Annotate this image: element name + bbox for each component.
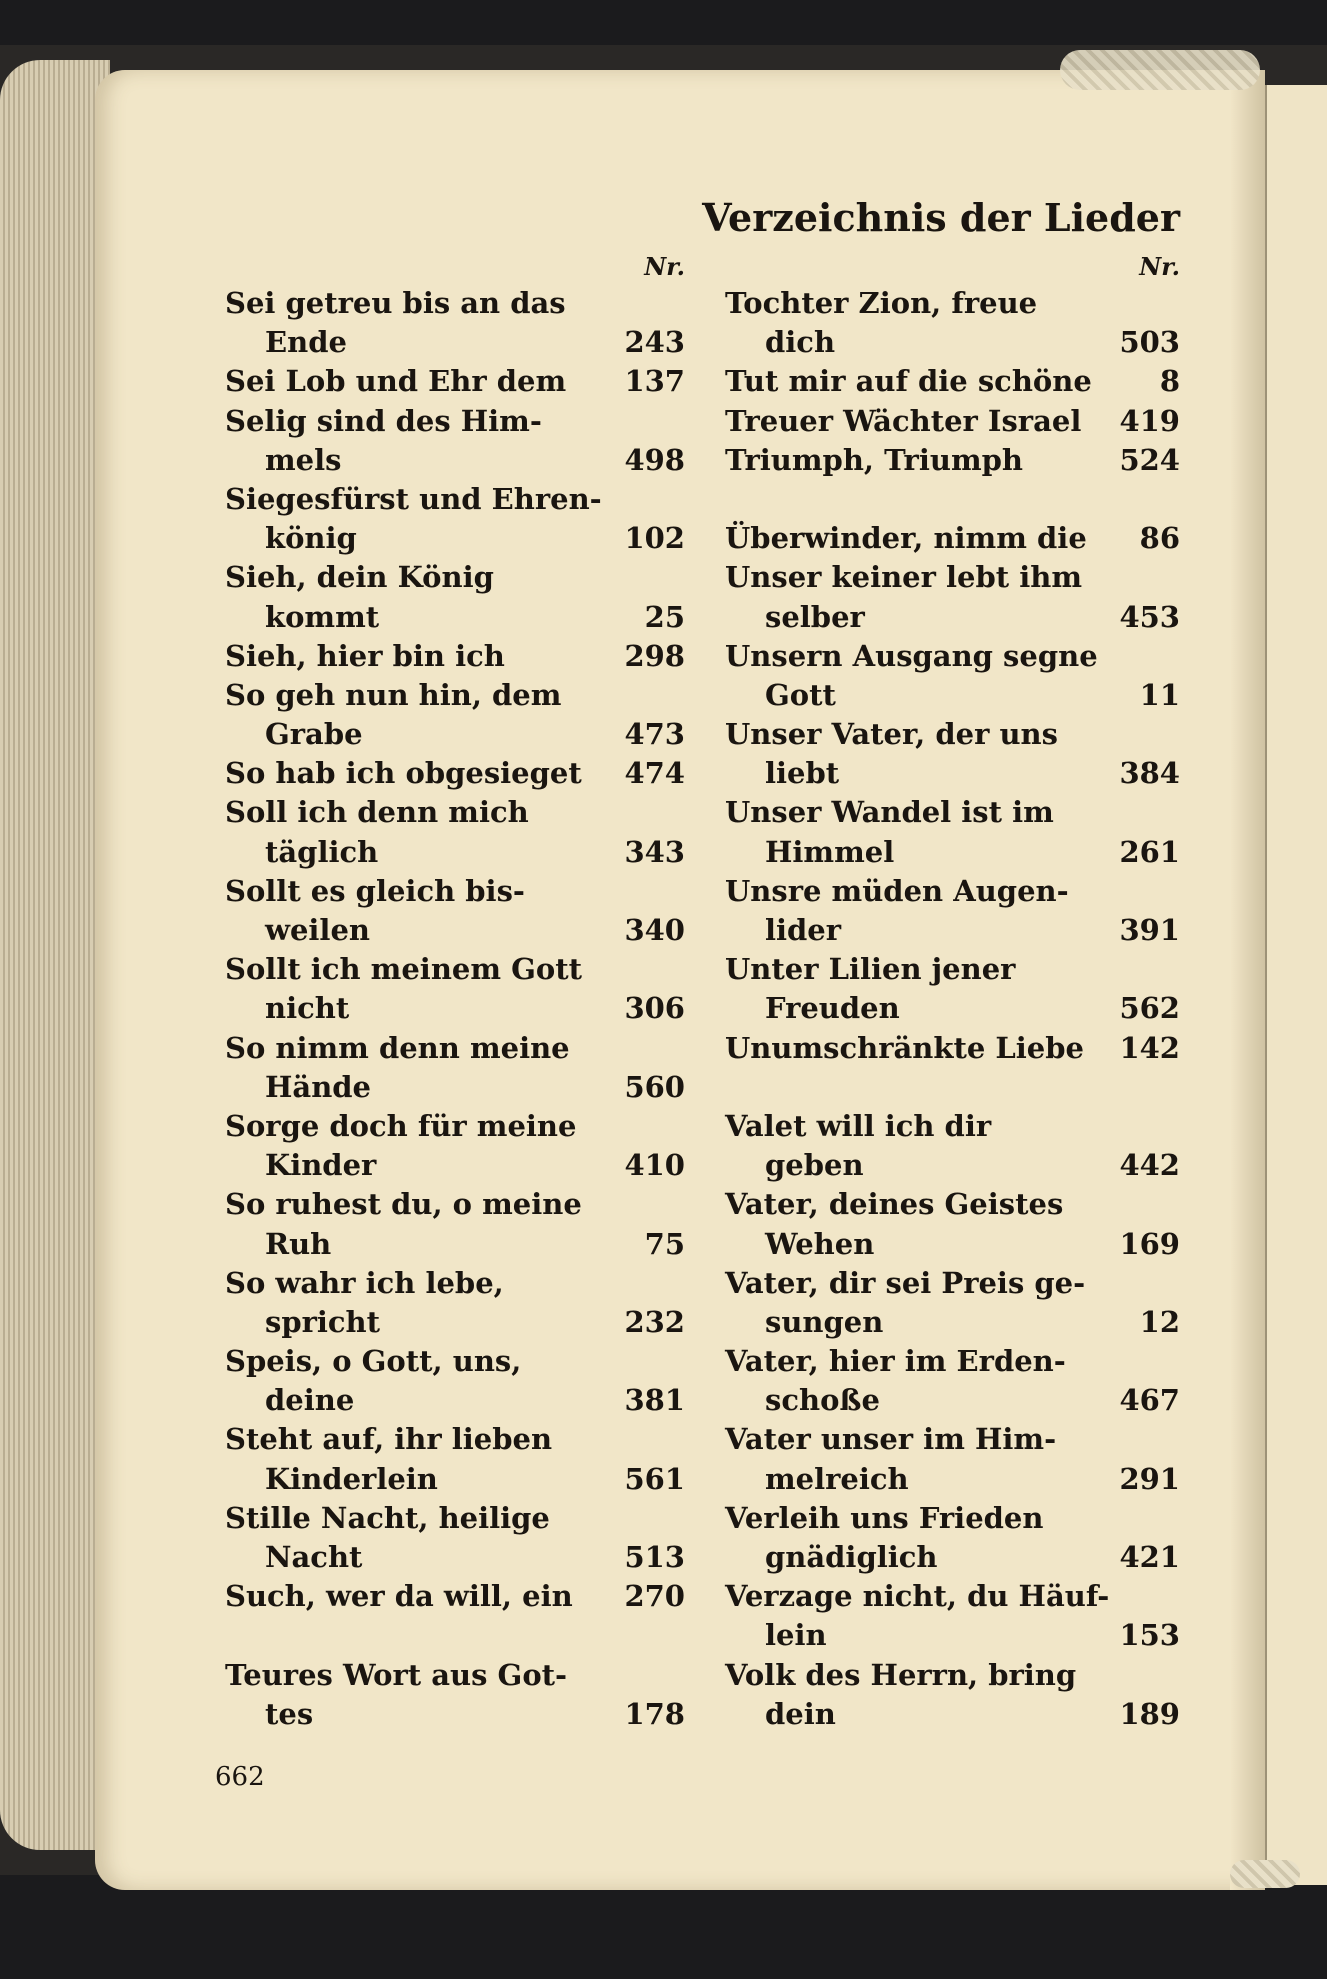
entry-line: [725, 950, 1180, 989]
entry-line: [225, 1656, 685, 1695]
hymn-title-text: Tochter Zion, freue: [725, 286, 1038, 320]
hymn-title-text: mels: [265, 442, 342, 477]
entry-line: [225, 1342, 685, 1381]
hymn-title-text: Himmel: [765, 834, 895, 869]
bookmark-ribbon-end: [1230, 1860, 1300, 1888]
entry-line: [725, 1656, 1180, 1695]
hymn-number: 340: [624, 913, 685, 947]
hymn-number: 12: [1139, 1304, 1180, 1339]
index-entry: [725, 1342, 1180, 1420]
hymn-number: 513: [624, 1540, 685, 1574]
hymn-number: 189: [1119, 1696, 1180, 1731]
hymn-number: 137: [624, 364, 685, 399]
entry-line: [225, 1460, 685, 1499]
index-entry: [725, 1185, 1180, 1263]
hymn-title-text: Ruh: [265, 1226, 332, 1261]
hymn-title-text: Verzage nicht, du Häuf-: [725, 1579, 1110, 1614]
index-entry: [725, 950, 1180, 1028]
hymn-title-text: Überwinder, nimm die: [725, 521, 1087, 556]
hymn-title-text: Sei getreu bis an das: [225, 286, 566, 320]
hymn-number: 474: [624, 756, 685, 791]
hymn-title-text: So wahr ich lebe,: [225, 1265, 504, 1300]
entry-line: [725, 1107, 1180, 1146]
index-entry: [225, 1029, 685, 1107]
hymn-title-text: Kinderlein: [265, 1461, 438, 1496]
hymn-title-text: Stille Nacht, heilige: [225, 1500, 550, 1535]
index-entry: [725, 402, 1180, 441]
index-entry: [725, 715, 1180, 793]
index-column-left: [225, 250, 685, 1734]
hymn-title-text: lider: [765, 913, 842, 947]
hymn-title-text: Nacht: [265, 1540, 363, 1574]
hymn-title-text: melreich: [765, 1461, 909, 1496]
hymn-title-text: Vater, deines Geistes: [725, 1187, 1064, 1222]
index-entry: [225, 558, 685, 636]
entry-line: [725, 715, 1180, 754]
index-entry: [725, 362, 1180, 401]
entry-line: [725, 1029, 1180, 1068]
hymn-title-text: lein: [765, 1618, 827, 1653]
hymn-number: 261: [1119, 834, 1180, 869]
hymn-title-text: Sollt ich meinem Gott: [225, 952, 583, 987]
entry-line: [225, 519, 685, 558]
index-entry: [725, 637, 1180, 715]
index-entry: [725, 441, 1180, 480]
entry-line: [225, 402, 685, 441]
entry-line: [725, 519, 1180, 558]
index-entry: [225, 362, 685, 401]
entry-line: [725, 793, 1180, 832]
entry-line: [225, 1538, 685, 1577]
entry-line: [725, 833, 1180, 872]
entry-line: [225, 1029, 685, 1068]
index-entry: [225, 480, 685, 558]
hymn-title-text: Ende: [265, 325, 347, 360]
hymn-number: 467: [1119, 1383, 1180, 1418]
hymn-title-text: Speis, o Gott, uns,: [225, 1344, 522, 1379]
entry-line: [225, 1420, 685, 1459]
facing-page-edge: [1265, 85, 1327, 1885]
index-entry: [225, 1107, 685, 1185]
section-gap: [225, 1616, 685, 1655]
hymn-title-text: Unumschränkte Liebe: [725, 1030, 1084, 1065]
entry-line: [725, 441, 1180, 480]
hymn-title-text: Unser Wandel ist im: [725, 795, 1054, 830]
hymn-title-text: Teures Wort aus Got-: [225, 1657, 568, 1692]
entry-line: [225, 1068, 685, 1107]
left-entries: [225, 284, 685, 1734]
right-entries: [725, 284, 1180, 1734]
section-gap: [725, 1068, 1180, 1107]
entry-line: [725, 637, 1180, 676]
entry-line: [725, 1538, 1180, 1577]
hymn-title-text: täglich: [265, 834, 379, 869]
hymn-title-text: dich: [765, 325, 836, 360]
index-entry: [225, 1264, 685, 1342]
hymn-title-text: Volk des Herrn, bring: [725, 1657, 1077, 1692]
index-column-right: [725, 250, 1180, 1734]
hymn-title-text: Wehen: [765, 1226, 875, 1261]
entry-line: [725, 676, 1180, 715]
hymn-title-text: deine: [265, 1383, 355, 1418]
entry-line: [225, 872, 685, 911]
hymn-title-text: kommt: [265, 599, 380, 634]
entry-line: [225, 1303, 685, 1342]
hymn-number: 8: [1159, 364, 1180, 399]
index-entry: [225, 676, 685, 754]
entry-line: [225, 715, 685, 754]
index-entry: [725, 1499, 1180, 1577]
entry-line: [725, 989, 1180, 1028]
hymn-number: 291: [1119, 1461, 1180, 1496]
hymn-number: 442: [1119, 1148, 1180, 1183]
page-edges: [0, 60, 110, 1850]
hymn-number: 298: [624, 638, 685, 673]
nr-header-right: Nr.: [1139, 252, 1180, 281]
entry-line: [225, 833, 685, 872]
page-title: Verzeichnis der Lieder: [702, 195, 1180, 240]
hymn-title-text: tes: [265, 1696, 314, 1731]
entry-line: [225, 950, 685, 989]
index-entry: [225, 1499, 685, 1577]
hymn-number: 503: [1119, 325, 1180, 360]
hymn-title-text: Gott: [765, 677, 836, 712]
index-entry: [725, 1029, 1180, 1068]
section-gap: [725, 480, 1180, 519]
hymn-title-text: Sorge doch für meine: [225, 1108, 577, 1143]
entry-line: [725, 1342, 1180, 1381]
hymn-title-text: Tut mir auf die schöne: [725, 364, 1092, 399]
hymn-number: 270: [624, 1579, 685, 1614]
index-entry: [225, 1185, 685, 1263]
entry-line: [225, 1107, 685, 1146]
entry-line: [225, 754, 685, 793]
hymn-title-text: Vater unser im Him-: [725, 1422, 1057, 1457]
hymn-title-text: Unsre müden Augen-: [725, 873, 1069, 908]
hymn-title-text: So hab ich obgesieget: [225, 756, 582, 791]
entry-line: [225, 480, 685, 519]
hymn-number: 306: [624, 991, 685, 1026]
hymn-number: 498: [624, 442, 685, 477]
entry-line: [225, 793, 685, 832]
index-entry: [225, 402, 685, 480]
entry-line: [725, 402, 1180, 441]
entry-line: [225, 323, 685, 362]
hymn-number: 153: [1119, 1618, 1180, 1653]
entry-line: [725, 1146, 1180, 1185]
index-entry: [225, 637, 685, 676]
hymn-title-text: Freuden: [765, 991, 900, 1026]
entry-line: [225, 1225, 685, 1264]
entry-line: [725, 1616, 1180, 1655]
entry-line: [225, 1577, 685, 1616]
index-entry: [725, 558, 1180, 636]
hymn-number: 142: [1119, 1030, 1180, 1065]
hymn-title-text: gnädiglich: [765, 1540, 938, 1574]
hymn-number: 75: [644, 1226, 685, 1261]
index-entry: [225, 950, 685, 1028]
index-entry: [225, 1577, 685, 1616]
hymn-title-text: So geh nun hin, dem: [225, 677, 562, 712]
hymn-title-text: Triumph, Triumph: [725, 442, 1023, 477]
entry-line: [225, 676, 685, 715]
hymn-title-text: Such, wer da will, ein: [225, 1579, 573, 1614]
hymn-title-text: weilen: [265, 913, 370, 947]
entry-line: [225, 558, 685, 597]
entry-line: [725, 872, 1180, 911]
hymn-title-text: nicht: [265, 991, 350, 1026]
hymn-number: 384: [1119, 756, 1180, 791]
hymn-title-text: Unsern Ausgang segne: [725, 638, 1098, 673]
entry-line: [225, 1185, 685, 1224]
index-entry: [725, 284, 1180, 362]
hymn-number: 561: [624, 1461, 685, 1496]
index-entry: [225, 872, 685, 950]
hymn-number: 243: [624, 325, 685, 360]
hymn-number: 178: [624, 1696, 685, 1731]
hymn-number: 419: [1119, 403, 1180, 438]
hymn-number: 232: [624, 1304, 685, 1339]
entry-line: [725, 1381, 1180, 1420]
hymn-number: 25: [644, 599, 685, 634]
entry-line: [725, 1185, 1180, 1224]
hymn-title-text: Vater, dir sei Preis ge-: [725, 1265, 1086, 1300]
hymn-title-text: Selig sind des Him-: [225, 403, 542, 438]
hymn-title-text: spricht: [265, 1304, 381, 1339]
hymn-title-text: Unter Lilien jener: [725, 952, 1016, 987]
index-entry: [725, 519, 1180, 558]
hymn-title-text: Soll ich denn mich: [225, 795, 529, 830]
hymn-title-text: Sieh, dein König: [225, 560, 494, 595]
hymn-title-text: Unser Vater, der uns: [725, 717, 1058, 752]
hymn-title-text: könig: [265, 521, 357, 556]
entry-line: [225, 441, 685, 480]
hymn-title-text: Sollt es gleich bis-: [225, 873, 525, 908]
index-entry: [225, 1420, 685, 1498]
hymn-title-text: So nimm denn meine: [225, 1030, 570, 1065]
hymn-number: 524: [1119, 442, 1180, 477]
entry-line: [725, 1225, 1180, 1264]
index-entry: [725, 1420, 1180, 1498]
entry-line: [225, 1499, 685, 1538]
hymn-number: 562: [1119, 991, 1180, 1026]
hymn-title-text: Kinder: [265, 1148, 377, 1183]
hymn-title-text: Grabe: [265, 717, 363, 752]
hymn-title-text: Sei Lob und Ehr dem: [225, 364, 567, 399]
hymn-number: 421: [1119, 1540, 1180, 1574]
index-entry: [225, 284, 685, 362]
entry-line: [725, 362, 1180, 401]
hymn-title-text: So ruhest du, o meine: [225, 1187, 582, 1222]
entry-line: [225, 1146, 685, 1185]
bookmark-ribbon: [1060, 50, 1260, 90]
hymn-title-text: selber: [765, 599, 865, 634]
hymn-title-text: Valet will ich dir: [725, 1108, 992, 1143]
hymn-number: 473: [624, 717, 685, 752]
entry-line: [725, 598, 1180, 637]
index-entry: [725, 1656, 1180, 1734]
hymn-title-text: Verleih uns Frieden: [725, 1500, 1044, 1535]
entry-line: [725, 754, 1180, 793]
index-entry: [225, 1656, 685, 1734]
nr-header-left: Nr.: [644, 252, 685, 281]
entry-line: [725, 1577, 1180, 1616]
hymn-title-text: sungen: [765, 1304, 884, 1339]
page-number: 662: [215, 1762, 265, 1792]
hymn-title-text: Siegesfürst und Ehren-: [225, 481, 602, 516]
entry-line: [225, 637, 685, 676]
hymn-title-text: schoße: [765, 1383, 880, 1418]
index-entry: [225, 793, 685, 871]
entry-line: [725, 284, 1180, 323]
entry-line: [725, 1695, 1180, 1734]
entry-line: [225, 1381, 685, 1420]
index-entry: [225, 1342, 685, 1420]
hymn-number: 381: [624, 1383, 685, 1418]
hymn-number: 560: [624, 1069, 685, 1104]
hymn-title-text: dein: [765, 1696, 836, 1731]
index-entry: [725, 1264, 1180, 1342]
hymn-title-text: Vater, hier im Erden-: [725, 1344, 1066, 1379]
entry-line: [725, 1264, 1180, 1303]
entry-line: [725, 1303, 1180, 1342]
entry-line: [225, 911, 685, 950]
entry-line: [225, 1264, 685, 1303]
index-entry: [725, 872, 1180, 950]
hymn-title-text: Treuer Wächter Israel: [725, 403, 1082, 438]
entry-line: [725, 1460, 1180, 1499]
hymn-title-text: Unser keiner lebt ihm: [725, 560, 1083, 595]
index-entry: [725, 793, 1180, 871]
index-entry: [225, 754, 685, 793]
hymn-title-text: geben: [765, 1148, 864, 1183]
entry-line: [725, 323, 1180, 362]
entry-line: [225, 362, 685, 401]
entry-line: [225, 1695, 685, 1734]
entry-line: [225, 284, 685, 323]
hymn-title-text: Sieh, hier bin ich: [225, 638, 505, 673]
hymn-number: 343: [624, 834, 685, 869]
hymn-title-text: Steht auf, ihr lieben: [225, 1422, 553, 1457]
hymn-number: 86: [1139, 521, 1180, 556]
entry-line: [725, 1499, 1180, 1538]
hymn-number: 391: [1119, 913, 1180, 947]
hymn-number: 453: [1119, 599, 1180, 634]
hymn-title-text: liebt: [765, 756, 840, 791]
entry-line: [725, 1420, 1180, 1459]
hymn-number: 410: [624, 1148, 685, 1183]
index-entry: [725, 1577, 1180, 1655]
hymn-title-text: Hände: [265, 1069, 372, 1104]
entry-line: [725, 558, 1180, 597]
page-gutter: [1230, 70, 1265, 1890]
index-entry: [725, 1107, 1180, 1185]
hymn-number: 11: [1139, 677, 1180, 712]
hymn-number: 102: [624, 521, 685, 556]
entry-line: [225, 598, 685, 637]
hymn-number: 169: [1119, 1226, 1180, 1261]
entry-line: [225, 989, 685, 1028]
entry-line: [725, 911, 1180, 950]
